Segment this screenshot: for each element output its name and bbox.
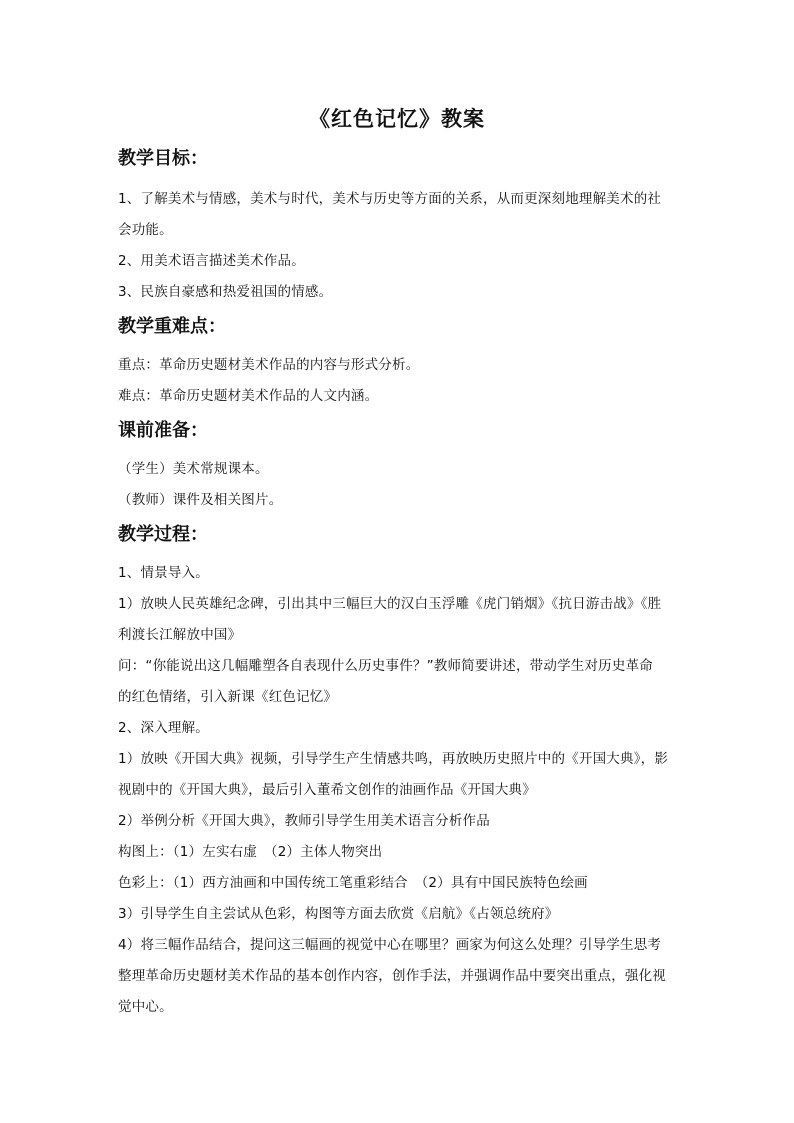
document-title: 《红色记忆》教案 xyxy=(309,107,485,131)
process-line: 1）放映《开国大典》视频，引导学生产生情感共鸣，再放映历史照片中的《开国大典》，影 xyxy=(118,751,669,767)
process-line: 1、情景导入。 xyxy=(118,565,209,581)
process-line: 问：“你能说出这几幅雕塑各自表现什么历史事件？”教师简要讲述，带动学生对历史革命 xyxy=(118,658,653,674)
objective-line: 会功能。 xyxy=(118,222,173,238)
process-line: 视剧中的《开国大典》，最后引入董希文创作的油画作品《开国大典》 xyxy=(118,782,536,798)
process-line: 2）举例分析《开国大典》，教师引导学生用美术语言分析作品 xyxy=(118,813,490,829)
process-line: 1）放映人民英雄纪念碑，引出其中三幅巨大的汉白玉浮雕《虎门销烟》《抗日游击战》《胜 xyxy=(118,596,662,612)
objective-line: 3、民族自豪感和热爱祖国的情感。 xyxy=(118,284,333,300)
objective-line: 1、了解美术与情感，美术与时代，美术与历史等方面的关系，从而更深刻地理解美术的社 xyxy=(118,191,662,207)
process-line: 4）将三幅作品结合，提问这三幅画的视觉中心在哪里？画家为何这么处理？引导学生思考 xyxy=(118,937,662,953)
process-line: 利渡长江解放中国》 xyxy=(118,627,242,643)
preparation-line: （学生）美术常规课本。 xyxy=(118,461,269,477)
process-line: 构图上：（1）左实右虚 （2）主体人物突出 xyxy=(118,844,383,860)
key-point-line: 难点：革命历史题材美术作品的人文内涵。 xyxy=(118,388,379,404)
objectives-heading: 教学目标： xyxy=(118,148,208,169)
key-points-heading: 教学重难点： xyxy=(118,316,226,337)
document-body xyxy=(118,146,684,1023)
objective-line: 2、用美术语言描述美术作品。 xyxy=(118,253,305,269)
preparation-line: （教师）课件及相关图片。 xyxy=(118,492,283,508)
process-line: 觉中心。 xyxy=(118,999,173,1015)
process-line: 色彩上：（1）西方油画和中国传统工笔重彩结合 （2）具有中国民族特色绘画 xyxy=(118,875,588,891)
process-line: 的红色情绪，引入新课《红色记忆》 xyxy=(118,689,338,705)
process-line: 3）引导学生自主尝试从色彩，构图等方面去欣赏《启航》《占领总统府》 xyxy=(118,906,559,922)
preparation-heading: 课前准备： xyxy=(118,420,208,441)
key-point-line: 重点：革命历史题材美术作品的内容与形式分析。 xyxy=(118,357,420,373)
process-heading: 教学过程： xyxy=(118,524,208,545)
process-line: 整理革命历史题材美术作品的基本创作内容，创作手法，并强调作品中要突出重点，强化视 xyxy=(118,968,666,984)
process-line: 2、深入理解。 xyxy=(118,720,209,736)
